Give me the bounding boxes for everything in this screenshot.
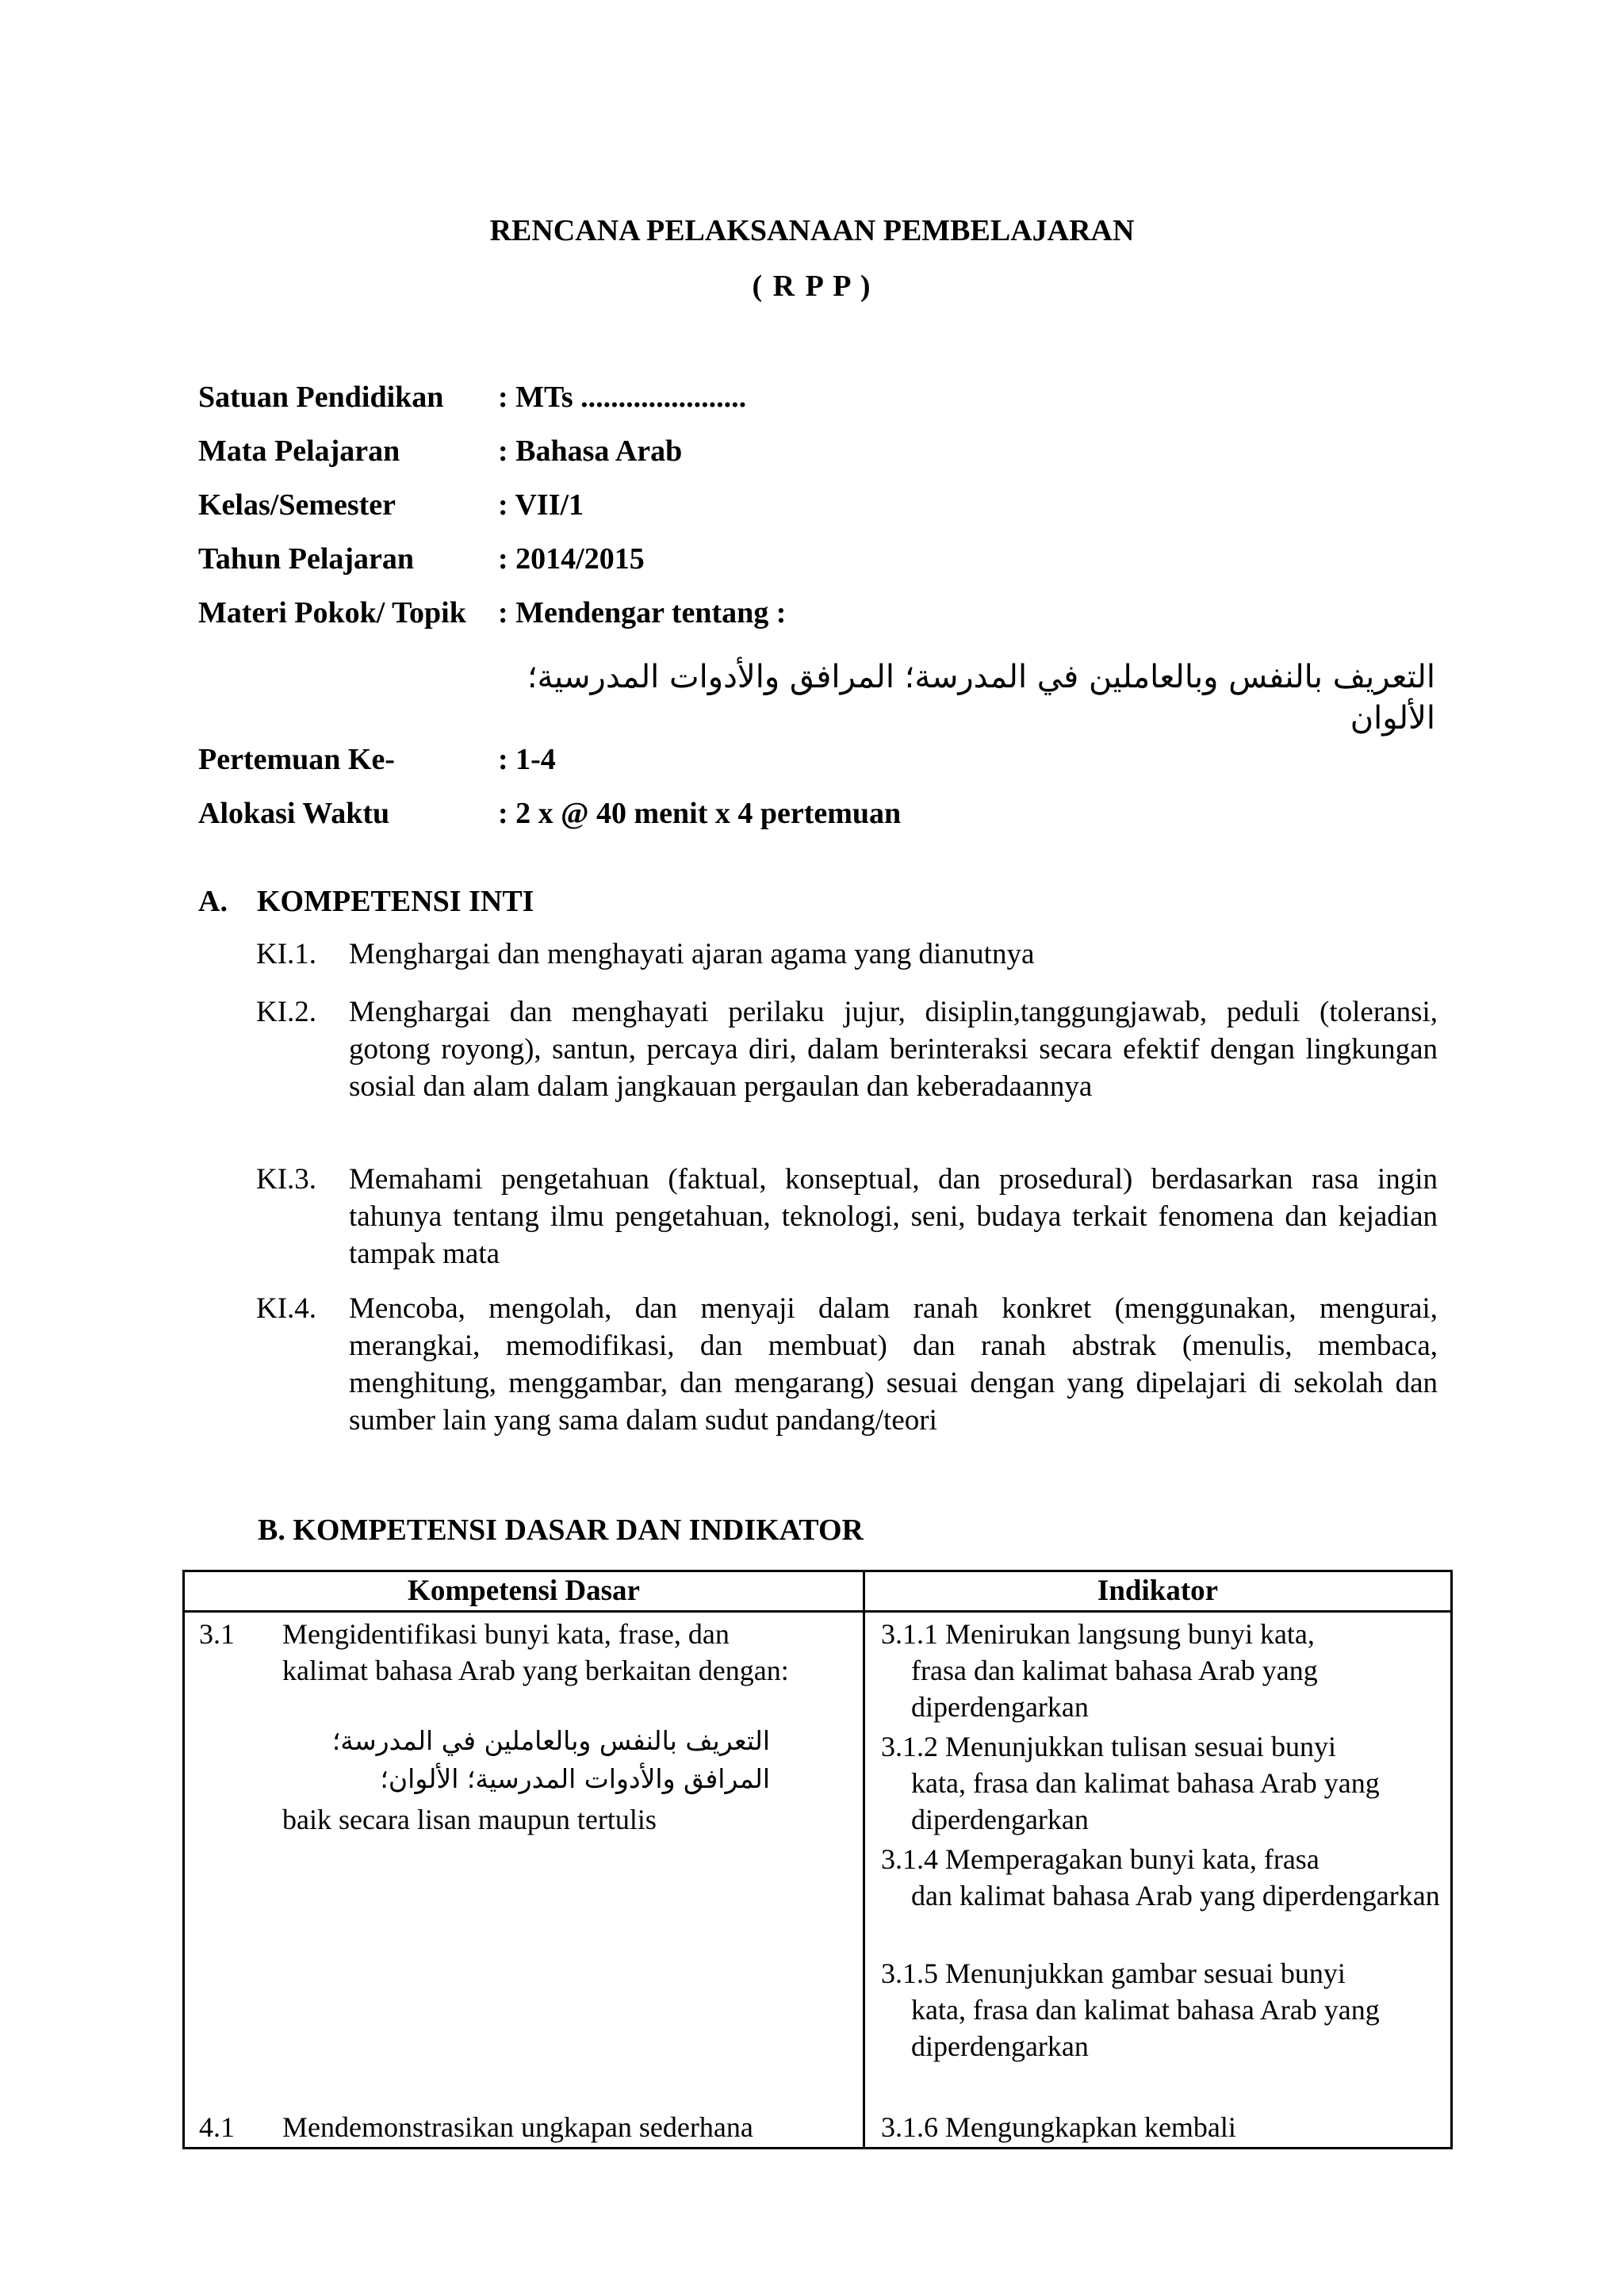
document-subtitle: ( R P P ) [752, 270, 872, 303]
ki-number: KI.4. [256, 1292, 317, 1325]
indicator-text: 3.1.1 Menirukan langsung bunyi kata, [881, 1618, 1315, 1651]
section-title: KOMPETENSI INTI [257, 885, 534, 918]
indicator-text: 3.1.6 Mengungkapkan kembali [881, 2111, 1236, 2144]
indicator-item [881, 1841, 1452, 1914]
identity-value: : 1-4 [498, 743, 556, 776]
kd-arabic-text: التعريف بالنفس وبالعاملين في المدرسة؛ المرافق والأدوات المدرسية؛ الألوان؛ [331, 1725, 770, 1795]
table-header-kd: Kompetensi Dasar [184, 1571, 864, 1612]
kd-text: Mengidentifikasi bunyi kata, frase, dan kalimat bahasa Arab yang berkaitan dengan: [282, 1618, 789, 1687]
table-row [184, 1612, 1452, 2149]
indicator-text-cont: dan kalimat bahasa Arab yang diperdengarkan [911, 1880, 1440, 1912]
table-header-indikator: Indikator [864, 1571, 1452, 1612]
document-title: RENCANA PELAKSANAAN PEMBELAJARAN [489, 214, 1135, 247]
identity-value: : 2014/2015 [498, 542, 645, 576]
ki-text: Menghargai dan menghayati ajaran agama yang dianutnya [349, 938, 1035, 970]
identity-label: Satuan Pendidikan [198, 381, 444, 414]
indicator-item [881, 1955, 1452, 2064]
arabic-topic: التعريف بالنفس وبالعاملين في المدرسة؛ المرافق والأدوات المدرسية؛ الألوان [527, 659, 1435, 737]
identity-label: Mata Pelajaran [198, 434, 400, 468]
kd-number: 3.1 [199, 1618, 235, 1651]
indicator-text-cont: frasa dan kalimat bahasa Arab yang diperdengarkan [911, 1655, 1318, 1724]
identity-label: Kelas/Semester [198, 488, 396, 522]
ki-number: KI.2. [256, 996, 317, 1028]
identity-label: Materi Pokok/ Topik [198, 596, 466, 629]
ki-number: KI.1. [256, 938, 317, 970]
ki-text: Mencoba, mengolah, dan menyaji dalam ranah konkret (menggunakan, mengurai, merangkai, memodifikasi, dan membuat) dan ranah abstrak (menulis, membaca, menghitung, menggambar, dan mengarang) sesuai dengan yang dipelajari di sekolah dan sumber lain yang sama dalam sudut pandang/teori [349, 1292, 1438, 1437]
ki-text: Menghargai dan menghayati perilaku jujur, disiplin,tanggungjawab, peduli (toleransi, gotong royong), santun, percaya diri, dalam berinteraksi secara efektif dengan lingkungan sosial dan alam dalam jangkauan pergaulan dan keberadaannya [349, 996, 1438, 1103]
identity-label: Tahun Pelajaran [198, 542, 415, 576]
ki-number: KI.3. [256, 1163, 317, 1196]
section-b-heading: B. KOMPETENSI DASAR DAN INDIKATOR [258, 1513, 864, 1547]
kd-text-after: baik secara lisan maupun tertulis [282, 1804, 657, 1836]
kd-number: 4.1 [199, 2111, 235, 2144]
ki-text: Memahami pengetahuan (faktual, konseptual, dan prosedural) berdasarkan rasa ingin tahunya tentang ilmu pengetahuan, teknologi, seni, budaya terkait fenomena dan kejadian tampak mata [349, 1163, 1438, 1270]
indicator-text-cont: kata, frasa dan kalimat bahasa Arab yang diperdengarkan [911, 1994, 1380, 2063]
identity-label: Alokasi Waktu [198, 797, 390, 830]
competency-table [182, 1570, 1453, 2149]
kd-cell [184, 1612, 864, 2149]
indicator-text: 3.1.5 Menunjukkan gambar sesuai bunyi [881, 1957, 1346, 1990]
indicator-item [881, 1616, 1452, 1725]
indicator-text: 3.1.2 Menunjukkan tulisan sesuai bunyi [881, 1731, 1336, 1763]
indicator-text-cont: kata, frasa dan kalimat bahasa Arab yang diperdengarkan [911, 1767, 1380, 1836]
table-header-row [184, 1571, 1452, 1612]
indicator-text: 3.1.4 Memperagakan bunyi kata, frasa [881, 1843, 1320, 1876]
section-letter: A. [198, 885, 228, 918]
identity-value: : MTs ...................... [498, 381, 747, 414]
identity-label: Pertemuan Ke- [198, 743, 395, 776]
identity-value: : VII/1 [498, 488, 584, 522]
indicator-cell [864, 1612, 1452, 2149]
indicator-item [881, 2109, 1452, 2145]
identity-value: : Mendengar tentang : [498, 596, 787, 629]
kd-text: Mendemonstrasikan ungkapan sederhana [282, 2111, 753, 2144]
indicator-item [881, 1728, 1452, 1838]
identity-value: : Bahasa Arab [498, 434, 683, 468]
identity-value: : 2 x @ 40 menit x 4 pertemuan [498, 797, 902, 830]
